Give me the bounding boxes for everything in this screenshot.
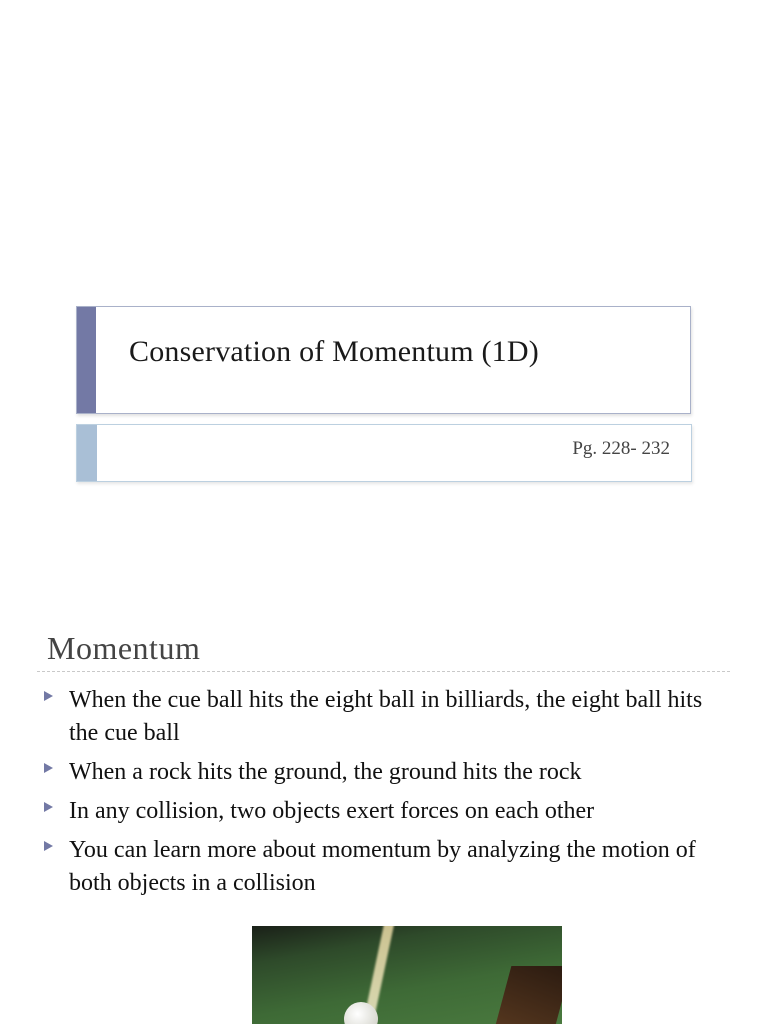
bullet-text: When the cue ball hits the eight ball in billiards, the eight ball hits the cue ball	[69, 687, 703, 746]
section-heading: Momentum	[47, 630, 201, 666]
table-rail	[493, 966, 562, 1024]
bullet-text: You can learn more about momentum by analyzing the motion of both objects in a collision	[69, 837, 696, 896]
triangle-bullet-icon	[44, 802, 53, 812]
bullet-text: In any collision, two objects exert forces on each other	[69, 798, 595, 824]
slide-subtitle: Pg. 228- 232	[572, 438, 670, 459]
bullet-text: When a rock hits the ground, the ground hits the rock	[69, 759, 582, 785]
bullet-item	[44, 684, 724, 750]
slide-title: Conservation of Momentum (1D)	[129, 335, 539, 368]
triangle-bullet-icon	[44, 691, 53, 701]
bullet-item	[44, 756, 724, 789]
title-accent-bar	[77, 307, 96, 413]
bullet-item	[44, 834, 724, 900]
subtitle-box	[76, 424, 692, 482]
triangle-bullet-icon	[44, 841, 53, 851]
title-box	[76, 306, 691, 414]
billiards-photo	[252, 926, 562, 1024]
subtitle-accent-bar	[77, 425, 97, 481]
heading-divider	[37, 671, 730, 672]
bullet-list	[44, 684, 724, 906]
triangle-bullet-icon	[44, 763, 53, 773]
bullet-item	[44, 795, 724, 828]
